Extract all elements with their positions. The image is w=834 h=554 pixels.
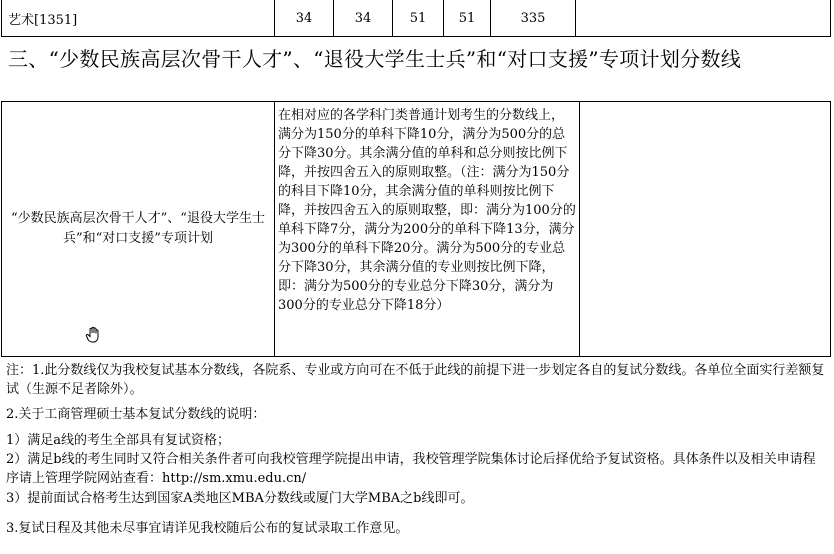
score-table-top	[1, 0, 831, 37]
score-cell: 34	[334, 0, 393, 37]
note-2-2: 2）满足b线的考生同时又符合相关条件者可向我校管理学院提出申请，我校管理学院集体讨论后择优给予复试资格。具体条件以及相关申请程序请上管理学院网站查看：http://sm.xmu.edu.cn/	[6, 452, 816, 486]
table-row	[2, 0, 831, 37]
note-2: 2.关于工商管理硕士基本复试分数线的说明：	[6, 407, 266, 422]
empty-cell	[576, 0, 831, 37]
table-row	[2, 102, 831, 357]
category-cell: 艺术[1351]	[2, 0, 275, 37]
note-2-3: 3）提前面试合格考生达到国家A类地区MBA分数线或厦门大学MBA之b线即可。	[6, 491, 474, 506]
hand-cursor-icon	[84, 326, 102, 344]
score-cell: 34	[275, 0, 334, 37]
plan-rule-cell: 在相对应的各学科门类普通计划考生的分数线上，满分为150分的单科下降10分，满分为500分的总分下降30分。其余满分值的单科和总分则按比例下降，并按四舍五入的原则取整。（注：满分为150分的科目下降10分，其余满分值的单科则按比例下降，并按四舍五入的原则取整，即：满分为100分的单科下降7分，满分为200分的单科下降13分，满分为300分的单科下降20分。满分为500分的专业总分下降30分，其余满分值的专业则按比例下降，即：满分为500分的专业总分下降30分，满分为300分的专业总分下降18分）	[275, 102, 580, 357]
empty-cell	[580, 102, 831, 357]
plan-label-cell: “少数民族高层次骨干人才”、“退役大学生士兵”和“对口支援”专项计划	[2, 102, 275, 357]
note-1: 注：1.此分数线仅为我校复试基本分数线，各院系、专业或方向可在不低于此线的前提下进一步划定各自的复试分数线。各单位全面实行差额复试（生源不足者除外）。	[6, 363, 825, 397]
note-2-1: 1）满足a线的考生全部具有复试资格；	[6, 433, 231, 448]
special-plan-table	[1, 101, 831, 357]
section-heading: 三、“少数民族高层次骨干人才”、“退役大学生士兵”和“对口支援”专项计划分数线	[8, 47, 742, 71]
score-cell: 51	[444, 0, 491, 37]
score-cell: 51	[393, 0, 444, 37]
note-3: 3.复试日程及其他未尽事宜请详见我校随后公布的复试录取工作意见。	[6, 521, 409, 536]
score-cell: 335	[491, 0, 576, 37]
